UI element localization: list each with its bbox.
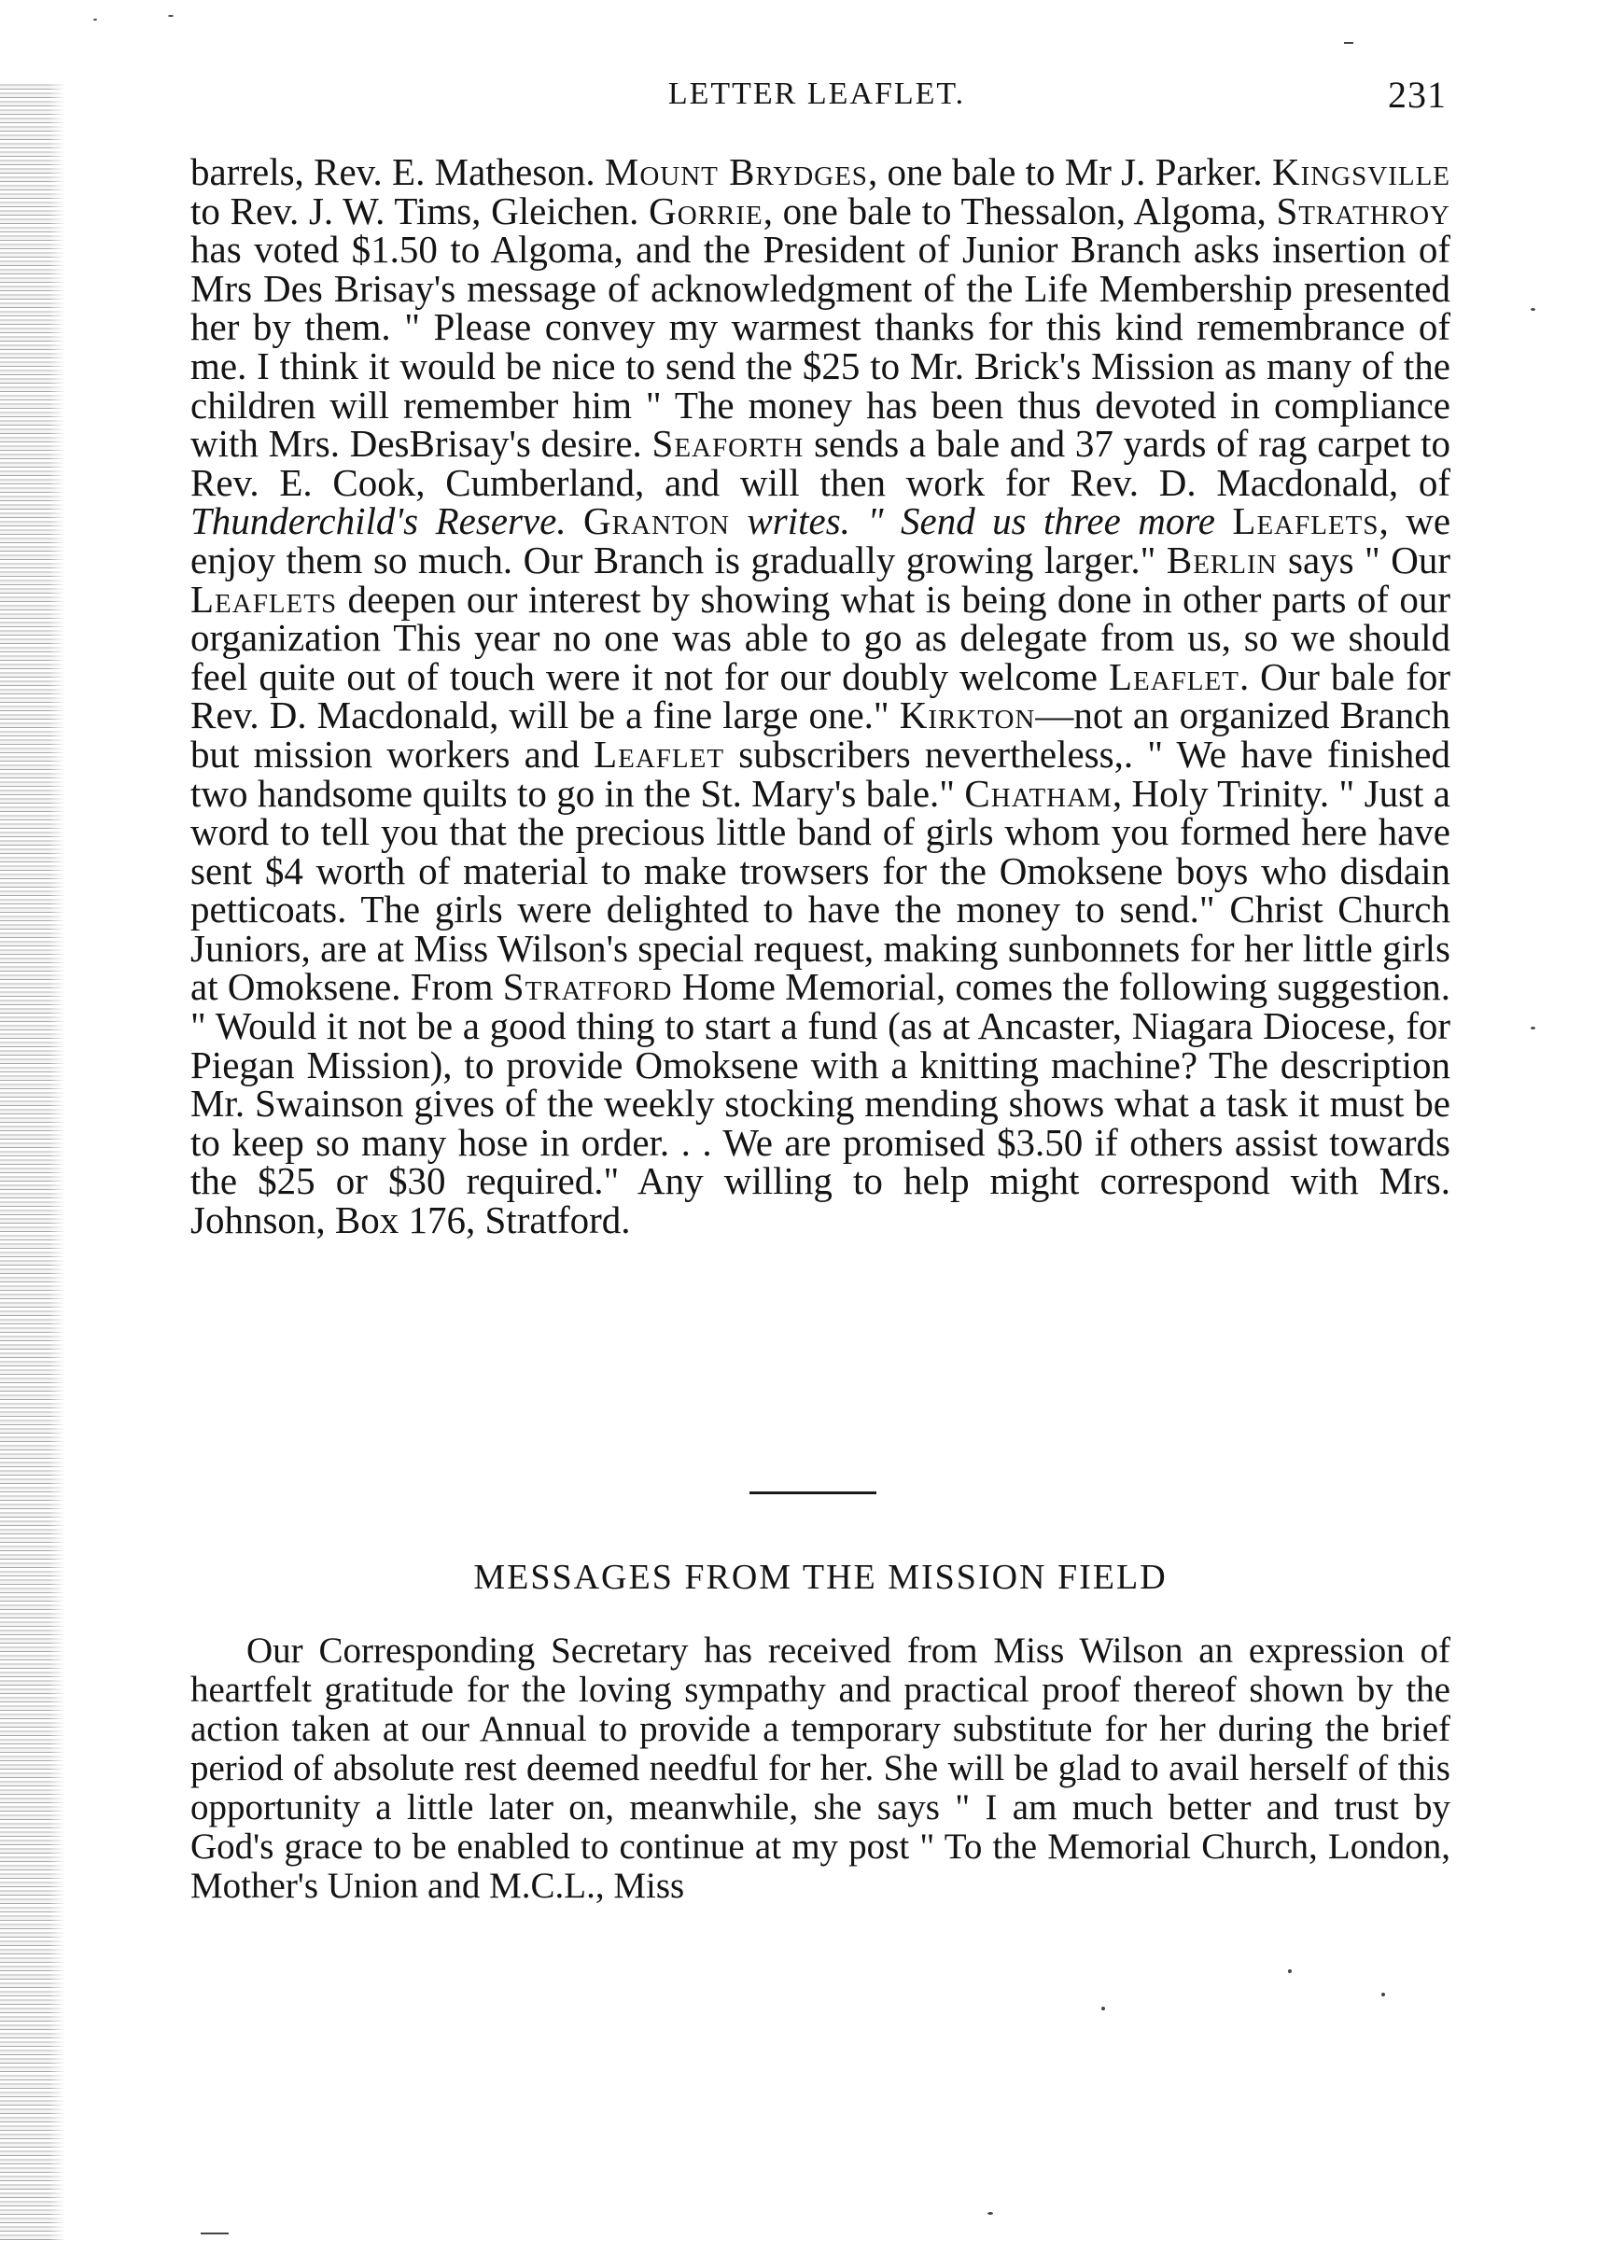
print-speck bbox=[201, 2233, 229, 2234]
print-speck bbox=[1288, 1969, 1292, 1973]
body-paragraph bbox=[190, 150, 1451, 1242]
text-run: sends a bale and 37 yards of rag carpet to Rev. E. Cook, Cumberland, and will then work for Rev. D. Macdonald, of bbox=[190, 422, 1450, 504]
place-name-berlin: Berlin bbox=[1166, 538, 1278, 581]
print-speck bbox=[1531, 1027, 1535, 1029]
place-name-chatham: Chatham bbox=[964, 771, 1113, 815]
text-run: says " Our bbox=[1277, 538, 1450, 581]
text-run: deepen our interest by showing what is being done in other parts of our organization This year no one was able to go as delegate from us, so we should feel quite out of touch were it not for our doubly welcome bbox=[190, 577, 1450, 698]
section-divider-rule bbox=[749, 1491, 876, 1494]
section-body bbox=[190, 1631, 1450, 1906]
place-name-kirkton: Kirkton bbox=[899, 693, 1036, 737]
text-run: —not an organized Branch but mission workers and bbox=[190, 693, 1451, 776]
text-run: subscribers nevertheless,. " We have finished two handsome quilts to go in the St. Mary's bale." bbox=[190, 732, 1450, 815]
print-speck bbox=[1101, 2007, 1105, 2010]
text-run bbox=[1215, 499, 1232, 542]
leaflet-name: Leaflet bbox=[1108, 654, 1239, 698]
text-run: , Holy Trinity. " Just a word to tell you that the precious little band of girls whom you formed here have sent $4 worth of material to make trowsers for the Omoksene boys who disdain petticoats. The girls were delighted to have the money to send." Christ Church Juniors, are at Miss Wilson's special request, making sunbonnets for her little girls at Omoksene. From bbox=[190, 771, 1450, 1009]
place-name-mount-brydges: Mount Brydges bbox=[604, 150, 868, 193]
print-speck bbox=[1381, 1993, 1385, 1996]
text-run: , one bale to Mr J. Parker. bbox=[867, 150, 1272, 193]
print-speck bbox=[168, 15, 174, 17]
page-number: 231 bbox=[1388, 74, 1447, 116]
place-name-kingsville: Kingsville bbox=[1271, 150, 1450, 193]
place-name-stratford: Stratford bbox=[502, 965, 673, 1009]
text-run: to Rev. J. W. Tims, Gleichen. bbox=[190, 189, 650, 232]
section-heading: MESSAGES FROM THE MISSION FIELD bbox=[473, 1558, 1168, 1597]
place-name-seaforth: Seaforth bbox=[651, 422, 805, 466]
text-run: , one bale to Thessalon, Algoma, bbox=[763, 189, 1277, 232]
running-head bbox=[187, 73, 1447, 119]
running-title: LETTER LEAFLET. bbox=[667, 77, 966, 111]
page-binding-edge bbox=[0, 84, 65, 2240]
text-run: , we enjoy them so much. Our Branch is gradually growing larger." bbox=[190, 499, 1451, 581]
leaflet-name: Leaflet bbox=[594, 732, 725, 776]
print-speck bbox=[987, 2212, 993, 2215]
italic-writes: writes. " Send us three more bbox=[729, 499, 1215, 543]
print-speck bbox=[1344, 42, 1353, 44]
place-name-gorrie: Gorrie bbox=[649, 189, 763, 232]
print-speck bbox=[1531, 308, 1535, 311]
text-run bbox=[567, 499, 583, 542]
place-name-granton: Granton bbox=[583, 499, 730, 543]
italic-thunderchild: Thunderchild's Reserve. bbox=[190, 499, 567, 543]
leaflets-name: Leaflets bbox=[1232, 499, 1379, 543]
leaflets-name: Leaflets bbox=[190, 577, 338, 621]
body-paragraph-text bbox=[190, 150, 1451, 1242]
section-paragraph: Our Corresponding Secretary has received from Miss Wilson an expression of heartfelt gratitude for the loving sympathy and practical proof thereof shown by the action taken at our Annual to provide a temporary substitute for her during the brief period of absolute rest deemed needful for her. She will be glad to avail herself of this opportunity a little later on, meanwhile, she says " I am much better and trust by God's grace to be enabled to continue at my post " To the Memorial Church, London, Mother's Union and M.C.L., Miss bbox=[190, 1631, 1450, 1906]
text-run: has voted $1.50 to Algoma, and the President of Junior Branch asks insertion of Mrs Des Brisay's message of acknowledgment of the Life Membership presented her by them. " Please convey my warmest thanks for this kind remembrance of me. I think it would be nice to send the $25 to Mr. Brick's Mission as many of the children will remember him " The money has been thus devoted in compliance with Mrs. DesBrisay's desire. bbox=[190, 228, 1450, 466]
print-speck bbox=[93, 19, 97, 21]
place-name-strathroy: Strathroy bbox=[1276, 189, 1450, 232]
text-run: Home Memorial, comes the following suggestion. " Would it not be a good thing to start a fund (as at Ancaster, Niagara Diocese, for Piegan Mission), to provide Omoksene with a knitting machine? The description Mr. Swainson gives of the weekly stocking mending shows what a task it must be to keep so many hose in order. . . We are promised $3.50 if others assist towards the $25 or $30 required." Any willing to help might correspond with Mrs. Johnson, Box 176, Stratford. bbox=[190, 965, 1451, 1242]
text-run: barrels, Rev. E. Matheson. bbox=[190, 150, 605, 193]
text-run: . Our bale for Rev. D. Macdonald, will be a fine large one." bbox=[190, 654, 1450, 737]
